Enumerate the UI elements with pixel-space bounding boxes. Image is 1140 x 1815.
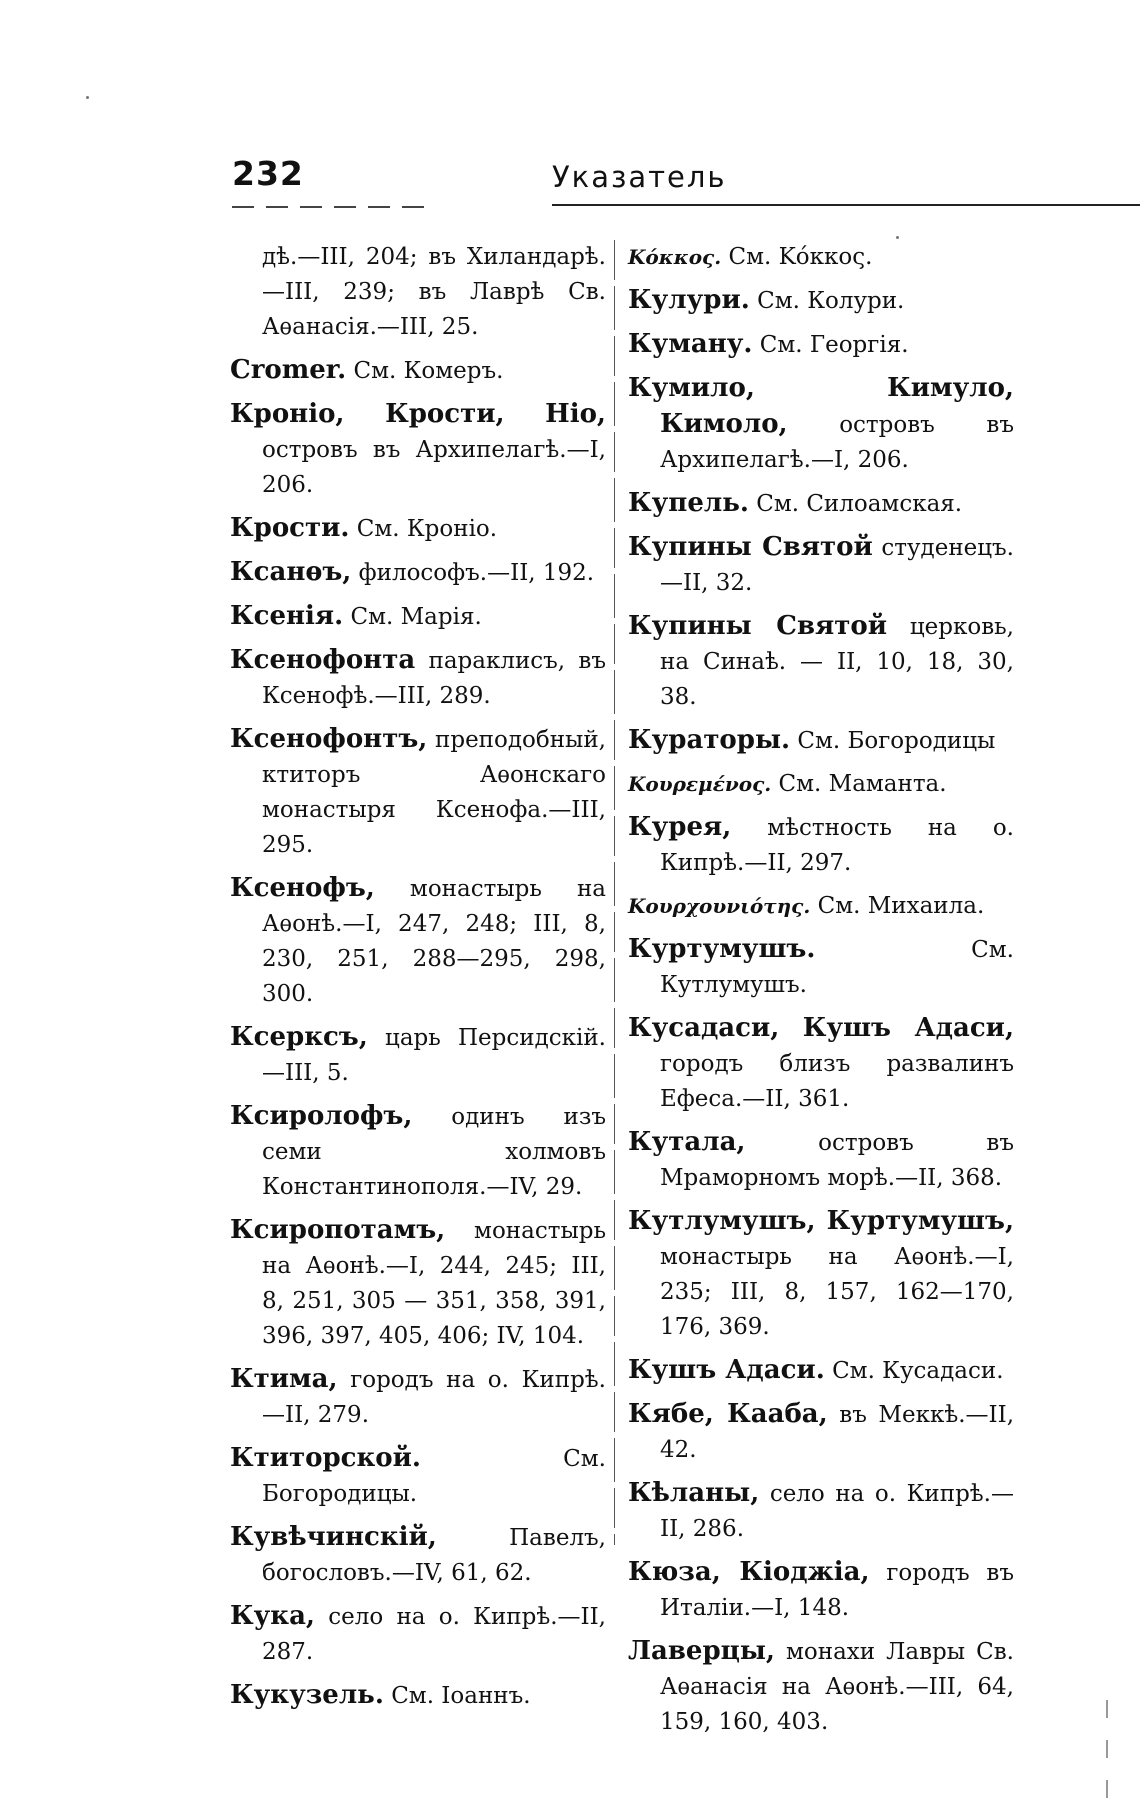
entry-headword: Кябе, Кааба,	[628, 1399, 828, 1429]
entry-text: въ Меккѣ.—II, 42.	[660, 1402, 1015, 1463]
entry-text: городъ близъ развалинъ Ефеса.—II, 361.	[660, 1051, 1014, 1112]
entry-headword: Ктиторской.	[230, 1443, 421, 1473]
index-entry	[628, 240, 1014, 275]
entry-text: монастырь на Аѳонѣ.—I, 244, 245; III, 8, 251, 305 — 351, 358, 391, 396, 397, 405, 406; IV, 104.	[262, 1218, 606, 1349]
entry-headword: Κουρεμένος.	[628, 772, 772, 796]
index-entry	[628, 1011, 1014, 1117]
entry-text: См. Богородицы.	[262, 1446, 606, 1507]
index-entry	[628, 1125, 1014, 1196]
right-column	[628, 240, 1014, 1748]
left-column	[230, 240, 606, 1722]
entry-headword: Ксанѳъ,	[230, 557, 352, 587]
entry-text: монастырь на Аѳонѣ.—I, 247, 248; III, 8, 230, 251, 288—295, 298, 300.	[262, 876, 606, 1007]
entry-text: островъ въ Архипелагѣ.—I, 206.	[660, 412, 1014, 473]
index-entry	[628, 810, 1014, 881]
index-entry	[628, 327, 1014, 363]
entry-headword: Ксенофонтъ,	[230, 724, 428, 754]
entry-headword: Ксиролофъ,	[230, 1101, 413, 1131]
index-entry	[230, 643, 606, 714]
entry-text: студенецъ.—II, 32.	[660, 535, 1014, 596]
entry-headword: Κουρχουνιότης.	[628, 894, 811, 918]
entry-text: городъ въ Италіи.—I, 148.	[660, 1560, 1014, 1621]
index-entry	[230, 1520, 606, 1591]
index-entry	[230, 871, 606, 1012]
index-entry	[628, 1353, 1014, 1389]
entry-headword: Кутала,	[628, 1127, 746, 1157]
index-entry	[230, 599, 606, 635]
index-entry	[628, 889, 1014, 924]
header-rule	[552, 204, 1140, 206]
entry-headword: Ксенофъ,	[230, 873, 375, 903]
entry-text: См. Богородицы	[790, 728, 996, 754]
entry-text: См. Кроніо.	[349, 516, 498, 542]
entry-text: монастырь на Аѳонѣ.—I, 235; III, 8, 157, 162—170, 176, 369.	[660, 1244, 1014, 1340]
index-entry	[628, 530, 1014, 601]
entry-text: Павелъ, богословъ.—IV, 61, 62.	[262, 1525, 606, 1586]
entry-headword: Κόκκος.	[628, 245, 722, 269]
entry-headword: Кусадаси, Кушъ Адаси,	[628, 1013, 1014, 1043]
index-entry	[628, 723, 1014, 759]
entry-text: островъ въ Мраморномъ морѣ.—II, 368.	[660, 1130, 1014, 1191]
entry-headword: Кушъ Адаси.	[628, 1355, 825, 1385]
entry-headword: Курея,	[628, 812, 732, 842]
page-header	[232, 150, 1020, 206]
index-entry	[628, 1634, 1014, 1740]
index-entry	[628, 486, 1014, 522]
scan-speck	[896, 236, 899, 239]
entry-headword: Купины Святой	[628, 532, 873, 562]
margin-marks	[1106, 1700, 1108, 1800]
index-entry	[230, 511, 606, 547]
index-entry	[628, 283, 1014, 319]
index-entry	[230, 1099, 606, 1205]
entry-headword: Кроніо, Крости, Ніо,	[230, 399, 606, 429]
entry-text: См. Іоаннъ.	[383, 1683, 531, 1709]
entry-text: царь Персидскій.—III, 5.	[262, 1025, 606, 1086]
page-number: 232	[232, 154, 304, 193]
entry-headword: Ксерксъ,	[230, 1022, 368, 1052]
index-entry	[230, 1599, 606, 1670]
entry-headword: Крости.	[230, 513, 350, 543]
entry-text: село на о. Кипрѣ.—II, 287.	[262, 1604, 606, 1665]
entry-headword: Ксиропотамъ,	[230, 1215, 446, 1245]
entry-text: См. Кутлумушъ.	[660, 937, 1014, 998]
index-entry	[230, 353, 606, 389]
entry-text: село на о. Кипрѣ.—II, 286.	[660, 1481, 1014, 1542]
index-entry	[628, 1476, 1014, 1547]
entry-text: См. Марія.	[343, 604, 482, 630]
entry-headword: Кюза, Кіоджіа,	[628, 1557, 870, 1587]
entry-headword: Кѣланы,	[628, 1478, 760, 1508]
entry-text: См. Маманта.	[771, 771, 947, 797]
entry-text: одинъ изъ семи холмовъ Константинополя.—IV, 29.	[262, 1104, 606, 1200]
index-entry	[628, 767, 1014, 802]
running-title: Указатель	[552, 160, 727, 194]
entry-headword: Ксенія.	[230, 601, 344, 631]
entry-text: См. Силоамская.	[748, 491, 963, 517]
entry-text: См. Колури.	[749, 288, 905, 314]
index-entry	[628, 1555, 1014, 1626]
entry-headword: Ксенофонта	[230, 645, 416, 675]
entry-headword: Кукузель.	[230, 1680, 384, 1710]
entry-headword: Кумило, Кимуло, Кимоло,	[628, 373, 1014, 439]
entry-text: островъ въ Архипелагѣ.—I, 206.	[262, 437, 606, 498]
index-entry	[628, 1397, 1014, 1468]
index-entry	[230, 240, 606, 345]
entry-text: См. Георгія.	[752, 332, 909, 358]
entry-headword: Ктима,	[230, 1364, 338, 1394]
index-entry	[230, 722, 606, 863]
entry-text: мѣстность на о. Кипрѣ.—II, 297.	[660, 815, 1014, 876]
index-entry	[230, 1441, 606, 1512]
entry-text: преподобный, ктиторъ Аѳонскаго монастыря Ксенофа.—III, 295.	[262, 727, 606, 858]
entry-headword: Лаверцы,	[628, 1636, 775, 1666]
entry-text: монахи Лавры Св. Аѳанасія на Аѳонѣ.—III, 64, 159, 160, 403.	[660, 1639, 1014, 1735]
entry-headword: Cromer.	[230, 355, 347, 385]
index-entry	[230, 1213, 606, 1354]
entry-headword: Кураторы.	[628, 725, 791, 755]
header-rule-left	[232, 206, 432, 208]
entry-text: церковь, на Синаѣ. — II, 10, 18, 30, 38.	[660, 614, 1014, 710]
index-entry	[230, 1362, 606, 1433]
index-entry	[230, 555, 606, 591]
entry-headword: Куртумушъ.	[628, 934, 816, 964]
entry-text: городъ на о. Кипрѣ.—II, 279.	[262, 1367, 606, 1428]
entry-text: См. Михаила.	[810, 893, 985, 919]
index-entry	[628, 609, 1014, 715]
entry-text: параклисъ, въ Ксенофѣ.—III, 289.	[262, 648, 606, 709]
entry-text: См. Κόκκος.	[721, 244, 873, 270]
entry-headword: Куману.	[628, 329, 753, 359]
entry-text: дѣ.—III, 204; въ Хиландарѣ.—III, 239; въ Лаврѣ Св. Аѳанасія.—III, 25.	[262, 244, 606, 340]
index-entry	[628, 371, 1014, 478]
entry-headword: Кука,	[230, 1601, 315, 1631]
entry-text: См. Комеръ.	[346, 358, 504, 384]
entry-headword: Кувѣчинскій,	[230, 1522, 437, 1552]
entry-headword: Купель.	[628, 488, 749, 518]
index-entry	[230, 1678, 606, 1714]
entry-headword: Кулури.	[628, 285, 750, 315]
index-entry	[230, 1020, 606, 1091]
column-divider	[614, 240, 615, 1545]
index-entry	[628, 932, 1014, 1003]
entry-text: См. Кусадаси.	[824, 1358, 1004, 1384]
entry-headword: Кутлумушъ, Куртумушъ,	[628, 1206, 1014, 1236]
index-entry	[230, 397, 606, 503]
scan-speck	[86, 96, 89, 99]
entry-text: философъ.—II, 192.	[351, 560, 595, 586]
entry-headword: Купины Святой	[628, 611, 887, 641]
index-entry	[628, 1204, 1014, 1345]
